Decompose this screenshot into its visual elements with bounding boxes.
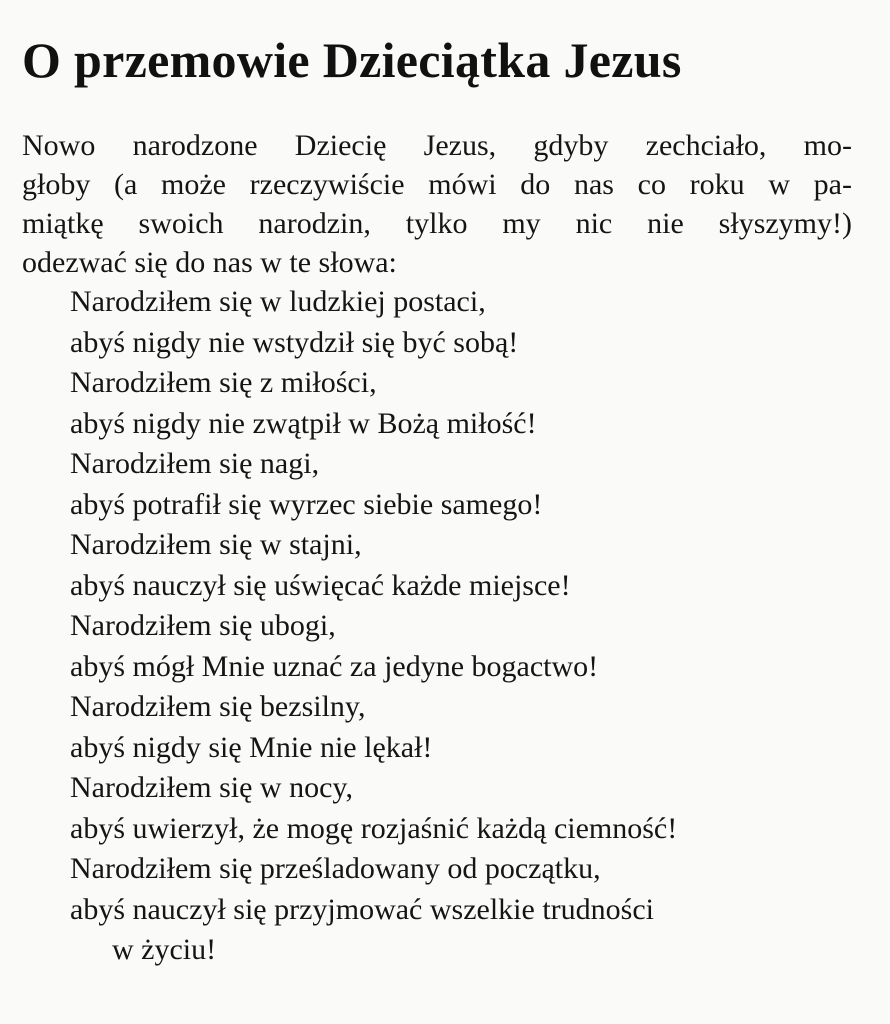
intro-paragraph bbox=[22, 126, 852, 282]
verse-line: Narodziłem się prześladowany od początku, bbox=[70, 852, 601, 885]
verse-line: Narodziłem się w ludzkiej postaci, bbox=[70, 285, 486, 318]
verse-list bbox=[22, 282, 850, 971]
verse-line: Narodziłem się nagi, bbox=[70, 447, 320, 480]
verse-line: abyś nauczył się uświęcać każde miejsce! bbox=[70, 568, 571, 602]
verse-line: abyś potrafił się wyrzec siebie samego! bbox=[70, 487, 543, 521]
intro-line: głoby (a może rzeczywiście mówi do nas co roku w pa- bbox=[22, 168, 852, 201]
verse-line: abyś nauczył się przyjmować wszelkie trudności bbox=[70, 892, 654, 926]
intro-line: Nowo narodzone Dziecię Jezus, gdyby zechciało, mo- bbox=[22, 129, 852, 162]
verse-line: abyś nigdy nie wstydził się być sobą! bbox=[70, 325, 519, 359]
intro-line: miątkę swoich narodzin, tylko my nic nie słyszymy!) bbox=[22, 207, 852, 240]
verse-line: Narodziłem się bezsilny, bbox=[70, 690, 366, 723]
intro-line: odezwać się do nas w te słowa: bbox=[22, 246, 397, 279]
verse-line: abyś nigdy nie zwątpił w Bożą miłość! bbox=[70, 406, 537, 440]
verse-line: abyś uwierzył, że mogę rozjaśnić każdą ciemność! bbox=[70, 811, 678, 845]
verse-line: w życiu! bbox=[112, 933, 217, 966]
verse-line: abyś nigdy się Mnie nie lękał! bbox=[70, 730, 433, 764]
verse-line: Narodziłem się z miłości, bbox=[70, 366, 377, 399]
verse-line: abyś mógł Mnie uznać za jedyne bogactwo! bbox=[70, 649, 599, 683]
verse-line: Narodziłem się ubogi, bbox=[70, 609, 336, 642]
verse-line: Narodziłem się w stajni, bbox=[70, 528, 362, 561]
page-title: O przemowie Dzieciątka Jezus bbox=[22, 32, 682, 88]
verse-line: Narodziłem się w nocy, bbox=[70, 771, 353, 804]
